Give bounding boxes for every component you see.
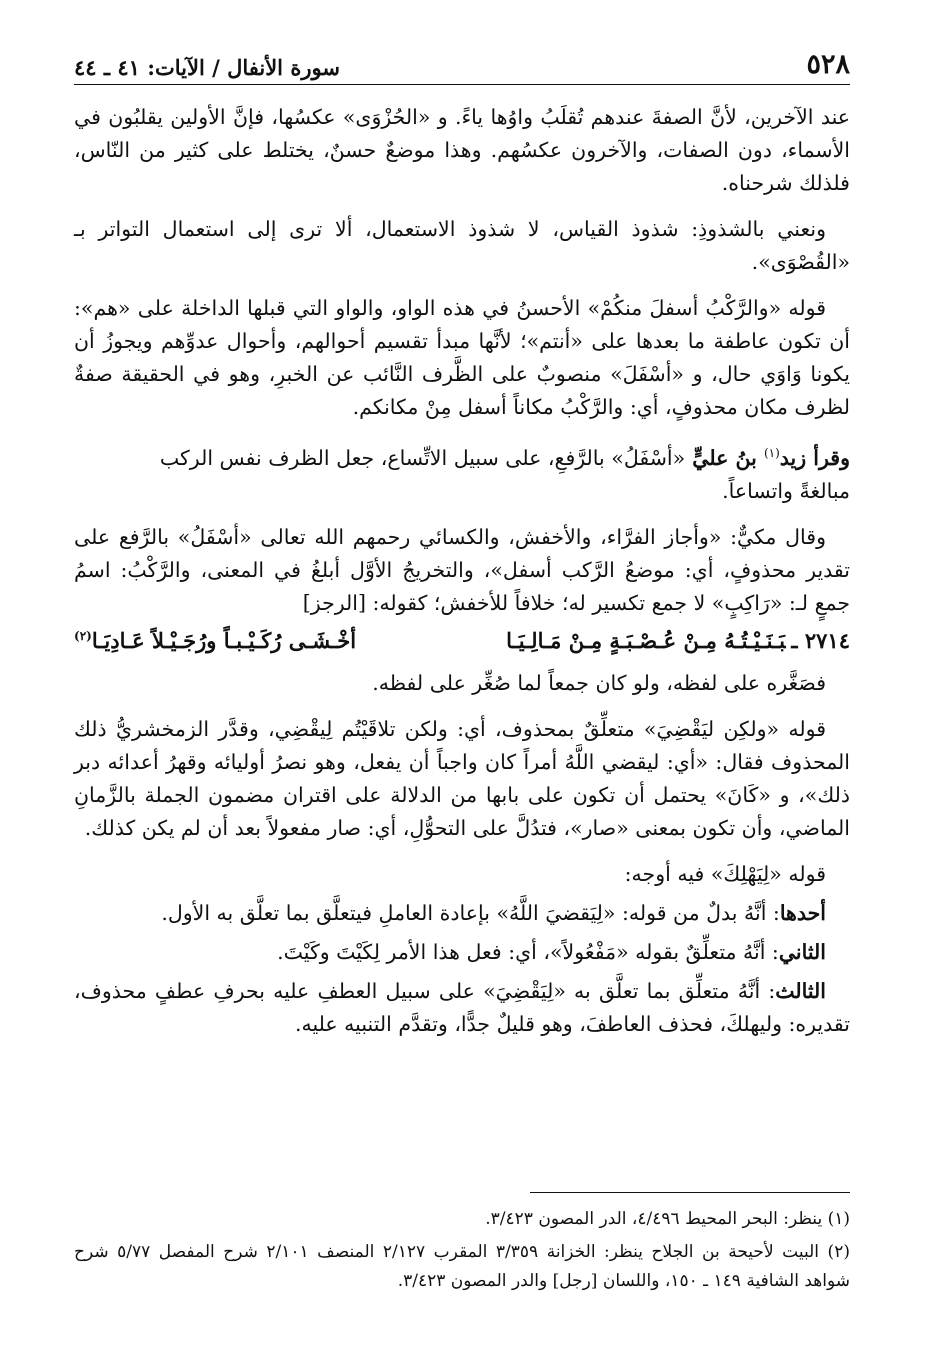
aspect-item: الثالث: أنَّهُ متعلِّق بما تعلَّق به «لِيَقْضِيَ» على سبيل العطفِ عليه بحرفِ عطفٍ محذوف، تقديره: وليهلكَ، فحذف العاطفَ، وهو قليلٌ جدًّا، وتقدَّم التنبيه عليه.: [74, 978, 850, 1036]
footnote-divider: [530, 1192, 850, 1193]
page-number: ٥٢٨: [806, 49, 850, 80]
zaid-name: بنُ عليٍّ: [685, 445, 764, 470]
verse-number: ٢٧١٤ ـ: [791, 627, 850, 653]
footnote: (١) ينظر: البحر المحيط ٤/٤٩٦، الدر المصون ٣/٤٢٣.: [485, 1209, 850, 1229]
aspect-label: الثاني: [778, 939, 826, 964]
zaid-reading-paragraph: [74, 437, 850, 475]
verse-first-hemistich: ٢٧١٤ ـبَـنَـيْـتُـهُ مِـنْ عُـصْـبَـةٍ مِـنْ مَـالِـيَـا: [506, 627, 850, 653]
paragraph: قوله «لِيَهْلِكَ» فيه أوجه:: [624, 861, 826, 886]
paragraph: عند الآخرين، لأنَّ الصفةَ عندهم تُقلَبُ واوُها ياءً. و «الحُزْوَى» عكسُها، فإنَّ الأولين يقلبُون في الأسماء، دون الصفات، والآخرون عكسُهم. وهذا موضعٌ حسنٌ، يختلط على كثير من النّاس، فلذلك شرحناه.: [74, 105, 850, 195]
running-title: سورة الأنفال / الآيات: ٤١ ـ ٤٤: [74, 55, 340, 80]
page-header: [74, 36, 850, 85]
zaid-lead: وقرأ زيد: [779, 445, 850, 470]
paragraph: مبالغةً واتساعاً.: [722, 478, 850, 503]
poetry-verse: [74, 620, 850, 657]
verse-second-hemistich: أخْـشَـى رُكَـيْـبـاً ورُجَـيْـلاً عَـادِيَـا$^{(٢)}$: [74, 627, 357, 653]
aspect-label: الثالث: [775, 978, 826, 1003]
zaid-text: «أسْفَلُ» بالرَّفعِ، على سبيل الاتِّساع، جعل الظرف نفس الركب: [159, 445, 686, 470]
paragraph: قوله «والرَّكْبُ أسفلَ منكُمْ» الأحسنُ في هذه الواو، والواو التي قبلها الداخلة على «هم»: أن تكون عاطفة ما بعدها على «أنتم»؛ لأنَّها مبدأ تقسيم أحوالهم، وأحوال عدوِّهم ويجوزُ أن يكونا وَاوَي حال، و «أسْفَلَ» منصوبٌ على الظَّرف النَّائب عن الخبرِ، وهو في الحقيقة صفةٌ لظرف مكان محذوفٍ، أي: والرَّكْبُ مكاناً أسفل مِنْ مكانكم.: [74, 296, 850, 419]
aspect-label: أحدها: [779, 900, 826, 925]
footnotes: [74, 1192, 850, 1300]
footnote: (٢) البيت لأحيحة بن الجلاح ينظر: الخزانة ٣/٣٥٩ المقرب ٢/١٢٧ المنصف ٢/١٠١ شرح المفصل ٥/٧٧ شرح شواهد الشافية ١٤٩ ـ ١٥٠، واللسان [رجل] والدر المصون ٣/٤٢٣.: [74, 1242, 850, 1291]
main-text: [74, 101, 850, 1041]
aspect-item: الثاني: أنَّهُ متعلِّقٌ بقوله «مَفْعُولاً»، أي: فعل هذا الأمر لِكَيْتَ وكَيْتَ.: [277, 939, 826, 964]
footnote-ref: (٢): [74, 628, 92, 643]
paragraph: قوله «ولكِن ليَقْضِيَ» متعلِّقٌ بمحذوف، أي: ولكن تلاقَيْتُم لِيقْضِي، وقدَّر الزمخشريُّ ذلك المحذوف فقال: «أي: ليقضي اللَّهُ أمراً كان واجباً أن يفعل، وهو نصرُ أوليائه وقهرُ أعدائه دبر ذلك»، و «كَانَ» يحتمل أن تكون على بابها من الدلالة على اقتران مضمون الجملة بالزَّمانِ الماضي، وأن تكون بمعنى «صار»، فتدُلَّ على التحوُّلِ، أي: صار مفعولاً بعد أن لم يكن كذلك.: [74, 716, 850, 840]
paragraph: ونعني بالشذوذِ: شذوذ القياس، لا شذوذ الاستعمال، ألا ترى إلى استعمال التواتر بـ «القُصْوَى».: [74, 217, 850, 274]
paragraph: فصَغَّره على لفظه، ولو كان جمعاً لما صُغِّر على لفظه.: [372, 670, 826, 695]
aspect-item: أحدها: أنَّهُ بدلٌ من قوله: «لِيَقضيَ اللَّهُ» بإعادة العاملِ فيتعلَّق بما تعلَّق به الأول.: [161, 900, 826, 925]
footnote-ref: (١): [763, 446, 780, 460]
paragraph: وقال مكيٌّ: «وأجاز الفرَّاء، والأخفش، والكسائي رحمهم الله تعالى «أسْفَلُ» بالرَّفع على تقدير محذوفٍ، أي: موضعُ الرَّكب أسفل»، والتخريجُ الأوَّل أبلغُ في المعنى، والرَّكْبُ: اسمُ جمعٍ لـ: «رَاكِبٍ» لا جمع تكسير له؛ خلافاً للأخفش؛ كقوله: [الرجز]: [74, 524, 850, 615]
